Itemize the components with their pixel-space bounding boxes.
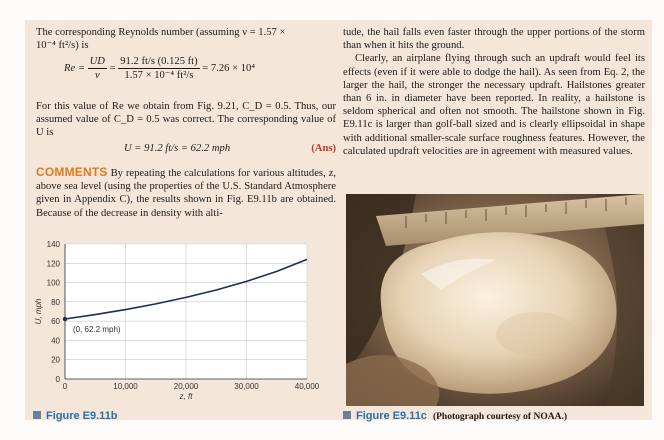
- intro-line-2: 10⁻⁴ ft²/s) is: [36, 40, 89, 52]
- eq-ud-fraction: [88, 55, 107, 82]
- eq-ud-den: ν: [94, 70, 100, 82]
- eq-value-fraction: [118, 55, 199, 82]
- y-tick-label: 100: [46, 278, 60, 288]
- right-column: [343, 26, 645, 158]
- y-tick-label: 140: [46, 240, 60, 249]
- comments-paragraph: [36, 166, 336, 220]
- eq-ud-num: UD: [88, 55, 107, 69]
- comments-body: By repeating the calculations for various altitudes, z, above sea level (using the properties of the U.S. Standard Atmosphere given in Appendix C), the results shown in Fig. E9.11b are obtained. Because of the decrease in density with alti-: [36, 168, 337, 219]
- y-axis-label: U, mph: [34, 298, 43, 325]
- right-paragraph-1: tude, the hail falls even faster through the upper portions of the storm than when it hits the ground.: [343, 27, 645, 52]
- cd-paragraph: [36, 100, 336, 140]
- eq-result: = 7.26 × 10⁴: [202, 63, 256, 75]
- eq-re-lhs: Re =: [64, 63, 85, 75]
- eq-value-den: 1.57 × 10⁻⁴ ft²/s: [124, 70, 194, 82]
- cd-text: For this value of Re we obtain from Fig. 9.21, C_D = 0.5. Thus, our assumed value of C_D = 0.5 was correct. The corresponding value of U is: [36, 101, 336, 139]
- y-tick-label: 0: [55, 375, 60, 384]
- y-tick-label: 120: [46, 259, 60, 269]
- example-panel: [25, 20, 652, 420]
- comments-heading: COMMENTS: [36, 165, 108, 179]
- figure-b-label: Figure E9.11b: [46, 410, 118, 422]
- eq-equals: =: [109, 63, 116, 75]
- x-tick-label: 40,000: [294, 382, 320, 391]
- y-tick-label: 20: [51, 355, 60, 365]
- y-tick-label: 60: [51, 317, 60, 327]
- hailstone-image: [346, 194, 644, 406]
- reynolds-equation: [64, 55, 324, 91]
- x-tick-label: 30,000: [234, 382, 259, 391]
- intro-line-1: The corresponding Reynolds number (assuming ν = 1.57 ×: [36, 27, 286, 38]
- hailstone-photo: [346, 194, 644, 406]
- updraft-chart: [25, 234, 335, 406]
- caption-square-icon: [33, 411, 41, 419]
- figure-b-caption: [33, 406, 118, 424]
- caption-square-icon: [343, 411, 351, 419]
- figure-c-caption: [343, 406, 648, 424]
- ans-label: (Ans): [311, 143, 336, 154]
- x-tick-label: 0: [62, 382, 68, 391]
- y-tick-label: 80: [51, 297, 60, 307]
- x-axis-label: z, ft: [179, 392, 193, 401]
- right-paragraph-2: Clearly, an airplane flying through such an updraft would feel its effects (even if it were able to dodge the hail). As seen from Eq. 2, the larger the hail, the stronger the necessary updraft. Hailstones greater than 6 in. in diameter have been reported. In reality, a hailstone is seldom spherical and often not smooth. The hailstone shown in Fig. E9.11c is larger than golf-ball sized and is clearly ellipsoidal in shape with additional smaller-scale surface roughness features. However, the calculated updraft velocities are in agreement with measured values.: [343, 53, 645, 157]
- x-tick-label: 20,000: [173, 382, 199, 391]
- eq-value-num: 91.2 ft/s (0.125 ft): [118, 55, 199, 69]
- start-point-marker: [63, 317, 67, 321]
- intro-paragraph: [36, 26, 336, 52]
- y-tick-label: 40: [51, 336, 60, 346]
- eq-u: U = 91.2 ft/s = 62.2 mph: [124, 143, 231, 154]
- annotation-label: (0, 62.2 mph): [73, 325, 121, 335]
- figure-c-credit: (Photograph courtesy of NOAA.): [432, 412, 567, 422]
- velocity-equation: [36, 142, 336, 158]
- figure-c-label: Figure E9.11c: [356, 410, 427, 422]
- x-tick-label: 10,000: [113, 382, 138, 391]
